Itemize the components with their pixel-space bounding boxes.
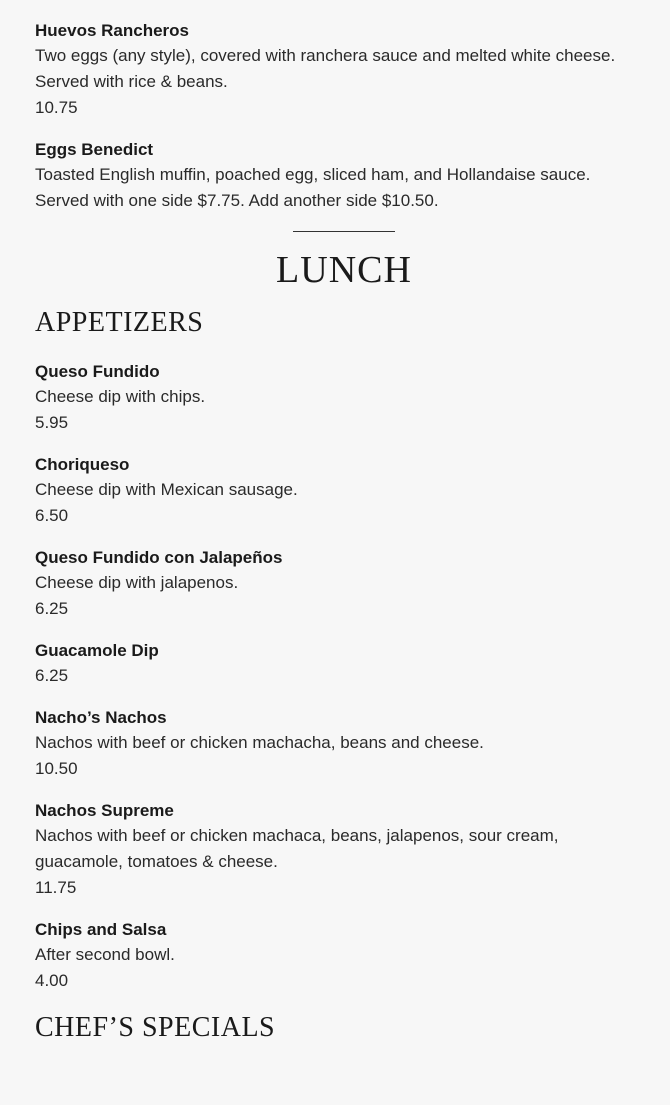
section-divider-wrap xyxy=(25,231,645,232)
menu-item xyxy=(35,799,645,901)
item-description: After second bowl. xyxy=(35,945,175,964)
section-title-lunch: LUNCH xyxy=(276,249,412,291)
menu-item xyxy=(35,706,645,782)
menu-item xyxy=(35,918,645,994)
item-name: Nacho’s Nachos xyxy=(35,708,167,727)
item-price: 10.75 xyxy=(35,98,78,117)
item-description: Toasted English muffin, poached egg, sliced ham, and Hollandaise sauce. Served with one side $7.75. Add another side $10.50. xyxy=(35,165,591,210)
menu-item xyxy=(35,546,645,622)
item-description: Cheese dip with jalapenos. xyxy=(35,573,239,592)
menu-page xyxy=(35,19,645,1065)
menu-item xyxy=(35,453,645,529)
section-divider xyxy=(293,231,395,232)
item-name: Queso Fundido con Jalapeños xyxy=(35,548,283,567)
item-price: 10.50 xyxy=(35,759,78,778)
appetizers-list xyxy=(35,360,645,994)
breakfast-items xyxy=(35,19,645,214)
item-name: Guacamole Dip xyxy=(35,641,159,660)
menu-item xyxy=(35,138,645,214)
menu-item xyxy=(35,639,645,689)
item-description: Cheese dip with chips. xyxy=(35,387,206,406)
item-description: Nachos with beef or chicken machaca, beans, jalapenos, sour cream, guacamole, tomatoes & cheese. xyxy=(35,826,559,871)
item-description: Cheese dip with Mexican sausage. xyxy=(35,480,298,499)
item-name: Nachos Supreme xyxy=(35,801,174,820)
item-name: Eggs Benedict xyxy=(35,140,154,159)
item-name: Queso Fundido xyxy=(35,362,160,381)
menu-item xyxy=(35,19,645,121)
item-description: Two eggs (any style), covered with ranchera sauce and melted white cheese. Served with rice & beans. xyxy=(35,46,616,91)
item-price: 6.50 xyxy=(35,506,69,525)
item-price: 4.00 xyxy=(35,971,69,990)
category-title-appetizers: APPETIZERS xyxy=(35,307,204,338)
item-name: Huevos Rancheros xyxy=(35,21,189,40)
item-name: Chips and Salsa xyxy=(35,920,167,939)
item-name: Choriqueso xyxy=(35,455,130,474)
item-description: Nachos with beef or chicken machacha, beans and cheese. xyxy=(35,733,484,752)
item-price: 11.75 xyxy=(35,878,77,897)
menu-item xyxy=(35,360,645,436)
item-price: 5.95 xyxy=(35,413,69,432)
item-price: 6.25 xyxy=(35,599,69,618)
item-price: 6.25 xyxy=(35,666,69,685)
category-title-chefs-specials: CHEF’S SPECIALS xyxy=(35,1012,276,1043)
